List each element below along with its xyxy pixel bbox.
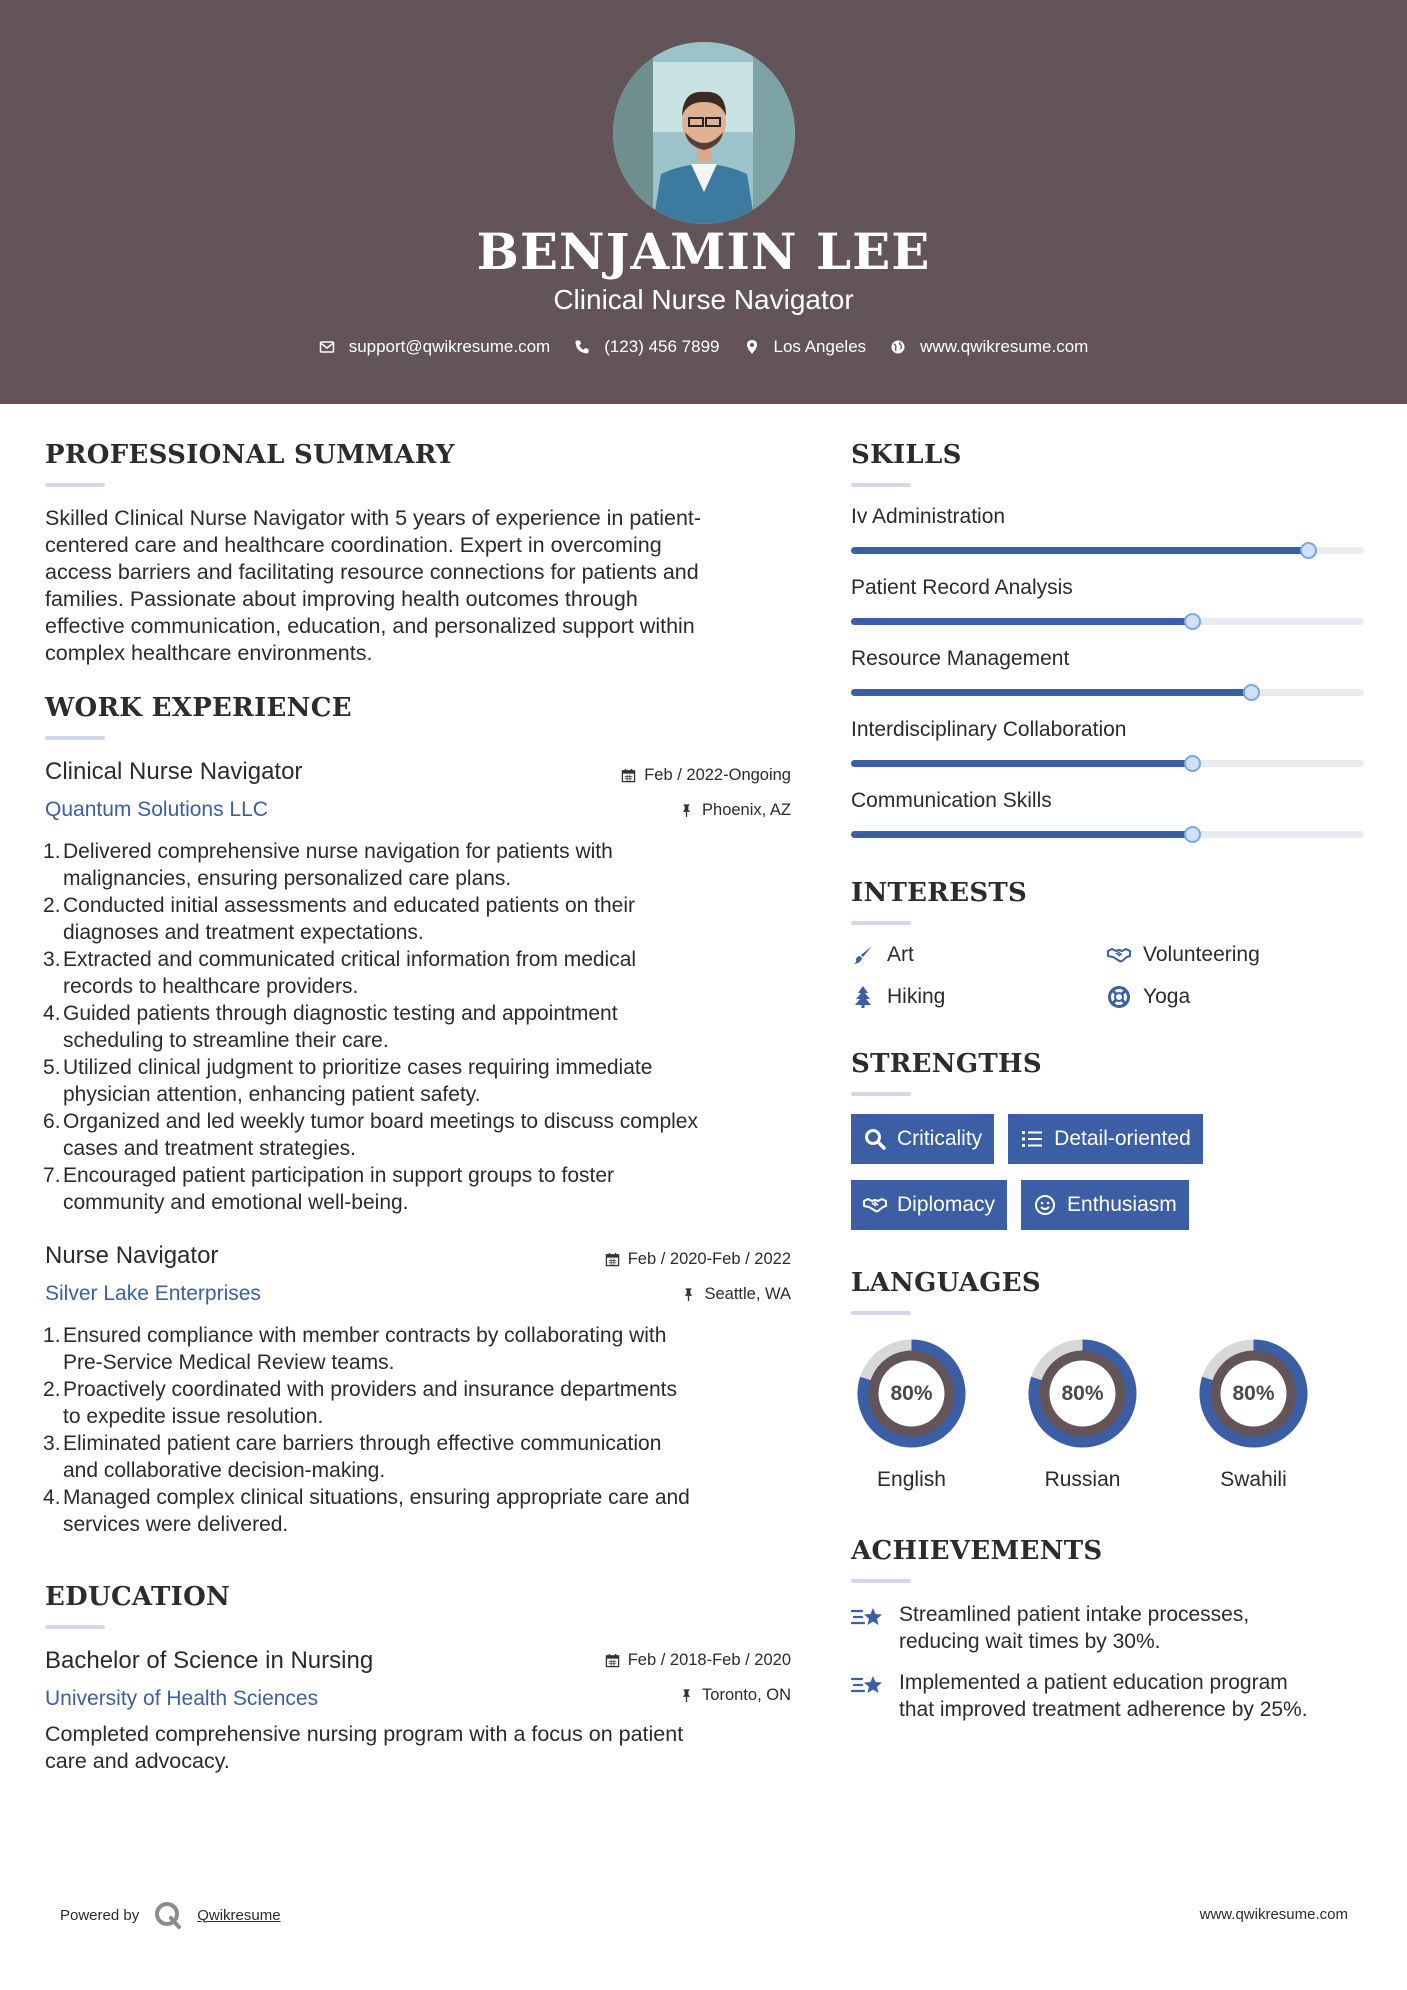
list-item: Delivered comprehensive nurse navigation for patients with malignancies, ensuring personalized care plans. [63, 840, 613, 890]
achievement-line: that improved treatment adherence by 25%. [899, 1698, 1308, 1721]
calendar-icon [605, 1252, 620, 1267]
brand-link[interactable]: Qwikresume [197, 1906, 281, 1924]
language-name: Swahili [1220, 1468, 1287, 1491]
degree-title: Bachelor of Science in Nursing [45, 1647, 374, 1674]
section-divider [851, 483, 911, 487]
languages-section [851, 1268, 1363, 1492]
achievements-section [851, 1536, 1363, 1723]
section-divider [45, 736, 105, 740]
job-location [605, 1285, 791, 1304]
candidate-role: Clinical Nurse Navigator [553, 284, 854, 315]
section-divider [851, 921, 911, 925]
strength-tag [851, 1180, 1007, 1230]
skill-bar [851, 689, 1364, 696]
education-title: EDUCATION [45, 1582, 231, 1612]
location-text: Los Angeles [773, 337, 867, 356]
summary-line: centered care and healthcare coordination. Expert in overcoming [45, 533, 662, 557]
job-dates-text: Feb / 2022-Ongoing [644, 766, 791, 784]
skill-knob [1300, 542, 1317, 559]
phone-text: (123) 456 7899 [604, 337, 720, 356]
interest-item [1107, 985, 1363, 1009]
language-item [1022, 1333, 1143, 1492]
education-dates-text: Feb / 2018-Feb / 2020 [627, 1651, 791, 1669]
language-percent: 80% [1232, 1381, 1275, 1405]
skill-knob [1243, 684, 1260, 701]
job-title: Clinical Nurse Navigator [45, 758, 303, 785]
interest-item [1107, 943, 1363, 967]
achievement-item [851, 1601, 1363, 1655]
skill-item [851, 576, 1363, 625]
calendar-icon [605, 1653, 620, 1668]
smile-icon [1033, 1193, 1057, 1217]
job-location-text: Phoenix, AZ [702, 801, 791, 819]
summary-text [45, 505, 791, 667]
contact-bar [0, 337, 1407, 357]
job-location [621, 801, 791, 820]
duty-list [45, 838, 791, 1216]
education-location [605, 1686, 791, 1705]
section-divider [851, 1092, 911, 1096]
skill-bar [851, 618, 1364, 625]
skill-knob [1184, 755, 1201, 772]
summary-title: PROFESSIONAL SUMMARY [45, 440, 455, 470]
search-icon [863, 1127, 887, 1151]
skill-name: Communication Skills [851, 789, 1052, 812]
strength-label: Detail-oriented [1054, 1127, 1191, 1150]
pushpin-icon [681, 1287, 696, 1302]
language-item [851, 1333, 972, 1492]
skills-section [851, 440, 1363, 838]
interest-label: Hiking [887, 985, 946, 1008]
section-divider [45, 483, 105, 487]
language-ring [1193, 1333, 1314, 1454]
summary-line: effective communication, education, and personalized support within [45, 614, 695, 638]
footer-website[interactable]: www.qwikresume.com [1199, 1906, 1348, 1923]
skill-knob [1184, 826, 1201, 843]
right-column [851, 440, 1363, 1737]
job-dates [605, 1250, 791, 1269]
lifebuoy-icon [1107, 985, 1131, 1009]
achievement-line: Streamlined patient intake processes, [899, 1603, 1250, 1626]
qwikresume-logo-icon [153, 1900, 183, 1930]
tree-icon [851, 985, 875, 1009]
job-dates [621, 766, 791, 785]
contact-email[interactable] [319, 337, 551, 357]
map-pin-icon [744, 339, 760, 355]
skill-knob [1184, 613, 1201, 630]
skill-name: Patient Record Analysis [851, 576, 1073, 599]
left-column [45, 440, 791, 1775]
contact-phone[interactable] [574, 337, 719, 357]
interest-label: Volunteering [1143, 943, 1260, 966]
resume-header [0, 0, 1407, 404]
experience-title: WORK EXPERIENCE [45, 693, 352, 723]
education-section [45, 1582, 791, 1775]
skill-name: Iv Administration [851, 505, 1006, 528]
language-percent: 80% [1061, 1381, 1104, 1405]
powered-by-label: Powered by [60, 1906, 140, 1924]
education-dates [605, 1651, 791, 1670]
interests-title: INTERESTS [851, 878, 1028, 908]
strength-label: Enthusiasm [1067, 1193, 1177, 1216]
section-divider [851, 1311, 911, 1315]
interest-label: Art [887, 943, 914, 966]
interest-item [851, 943, 1107, 967]
shooting-star-icon [851, 1671, 885, 1701]
interest-item [851, 985, 1107, 1009]
job-entry [45, 758, 791, 1216]
handshake-icon [863, 1193, 887, 1217]
list-item: Encouraged patient participation in support groups to foster community and emotional well-being. [63, 1164, 615, 1214]
list-item: Extracted and communicated critical information from medical records to healthcare providers. [63, 948, 637, 998]
paintbrush-icon [851, 943, 875, 967]
achievement-item [851, 1669, 1363, 1723]
skill-name: Resource Management [851, 647, 1070, 670]
pushpin-icon [679, 803, 694, 818]
achievement-line: Implemented a patient education program [899, 1671, 1288, 1694]
skill-bar [851, 547, 1364, 554]
job-company: Silver Lake Enterprises [45, 1282, 261, 1305]
skill-item [851, 718, 1363, 767]
website-text: www.qwikresume.com [920, 337, 1089, 356]
list-item: Ensured compliance with member contracts by collaborating with Pre-Service Medical Review teams. [63, 1324, 667, 1374]
job-company: Quantum Solutions LLC [45, 798, 268, 821]
school-name: University of Health Sciences [45, 1687, 319, 1710]
email-text: support@qwikresume.com [348, 337, 551, 356]
globe-icon [890, 339, 906, 355]
contact-location [744, 337, 867, 357]
list-item: Eliminated patient care barriers through effective communication and collaborative decision-making. [63, 1432, 662, 1482]
skills-title: SKILLS [851, 440, 962, 470]
strength-tag [1021, 1180, 1189, 1230]
handshake-icon [1107, 943, 1131, 967]
summary-line: Skilled Clinical Nurse Navigator with 5 years of experience in patient- [45, 506, 702, 530]
language-ring [851, 1333, 972, 1454]
calendar-icon [621, 768, 636, 783]
interest-label: Yoga [1143, 985, 1191, 1008]
envelope-icon [319, 339, 335, 355]
strength-label: Criticality [897, 1127, 983, 1150]
contact-website[interactable] [890, 337, 1088, 357]
list-item: Guided patients through diagnostic testing and appointment scheduling to streamline their care. [63, 1002, 618, 1052]
list-item: Proactively coordinated with providers and insurance departments to expedite issue resolution. [63, 1378, 677, 1428]
job-dates-text: Feb / 2020-Feb / 2022 [627, 1250, 791, 1268]
summary-line: access barriers and facilitating resource connections for patients and [45, 560, 699, 584]
duty-list [45, 1322, 791, 1538]
profile-photo [613, 42, 795, 224]
experience-section [45, 693, 791, 1538]
strengths-title: STRENGTHS [851, 1049, 1042, 1079]
summary-line: families. Passionate about improving health outcomes through [45, 587, 638, 611]
skill-bar [851, 760, 1364, 767]
strength-tag [1008, 1114, 1203, 1164]
list-item: Utilized clinical judgment to prioritize cases requiring immediate physician attention, enhancing patient safety. [63, 1056, 653, 1106]
strength-label: Diplomacy [897, 1193, 996, 1216]
pushpin-icon [679, 1688, 694, 1703]
skill-item [851, 789, 1363, 838]
shooting-star-icon [851, 1603, 885, 1633]
list-item: Organized and led weekly tumor board meetings to discuss complex cases and treatment strategies. [63, 1110, 698, 1160]
skill-item [851, 505, 1363, 554]
languages-title: LANGUAGES [851, 1268, 1041, 1298]
language-name: Russian [1044, 1468, 1121, 1491]
list-item: Conducted initial assessments and educated patients on their diagnoses and treatment expectations. [63, 894, 636, 944]
education-location-text: Toronto, ON [702, 1686, 791, 1704]
footer-branding [60, 1900, 281, 1930]
education-description: Completed comprehensive nursing program with a focus on patient care and advocacy. [45, 1722, 684, 1773]
list-item: Managed complex clinical situations, ensuring appropriate care and services were delivered. [63, 1486, 690, 1536]
strength-tag [851, 1114, 994, 1164]
skill-bar [851, 831, 1364, 838]
language-ring [1022, 1333, 1143, 1454]
phone-icon [574, 339, 590, 355]
achievements-title: ACHIEVEMENTS [851, 1536, 1103, 1566]
section-divider [851, 1579, 911, 1583]
job-location-text: Seattle, WA [704, 1285, 791, 1303]
skill-name: Interdisciplinary Collaboration [851, 718, 1127, 741]
list-icon [1020, 1127, 1044, 1151]
language-percent: 80% [890, 1381, 933, 1405]
language-item [1193, 1333, 1314, 1492]
summary-section [45, 440, 791, 667]
interests-section [851, 878, 1363, 1009]
strengths-section [851, 1049, 1363, 1230]
job-title: Nurse Navigator [45, 1242, 219, 1269]
language-name: English [877, 1468, 946, 1491]
summary-line: complex healthcare environments. [45, 641, 373, 665]
candidate-name: BENJAMIN LEE [476, 222, 931, 281]
job-entry [45, 1242, 791, 1538]
achievement-line: reducing wait times by 30%. [899, 1630, 1161, 1653]
section-divider [45, 1625, 105, 1629]
skill-item [851, 647, 1363, 696]
